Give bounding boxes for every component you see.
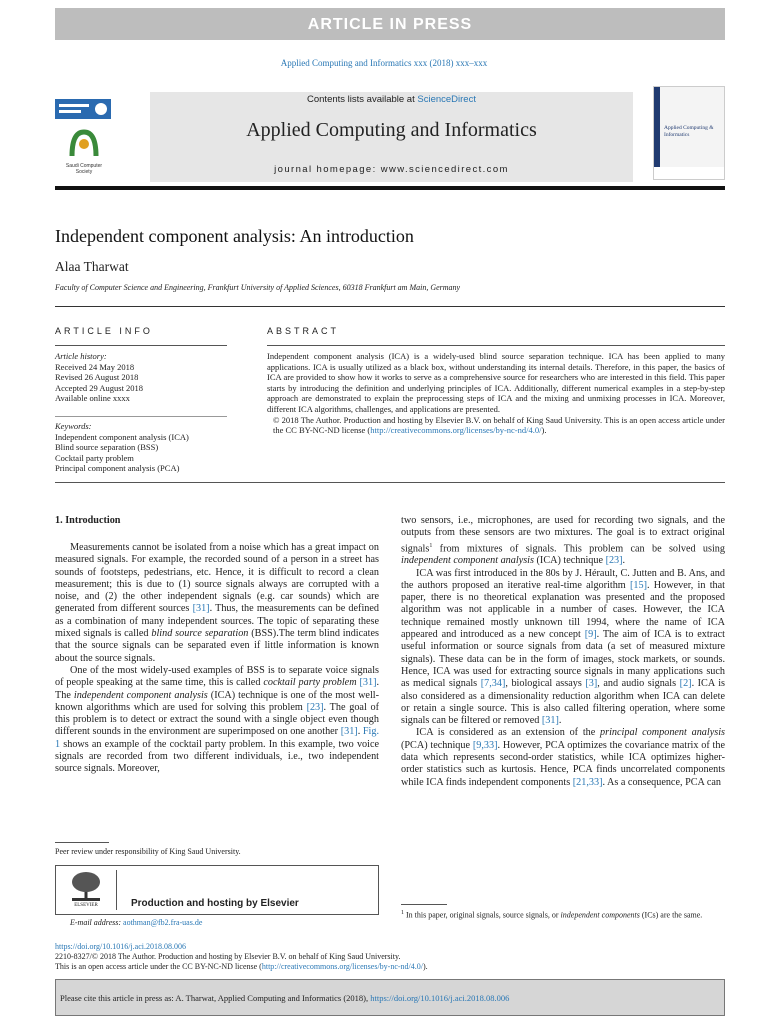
abstract-text: Independent component analysis (ICA) is a widely-used blind source separation technique. ICA has been applied to many applications. ICA is usually utilized as a black box, without understanding its internal details. Therefore, in this paper, the basics of ICA are provided to show how it works to serve as a comprehensive source for researchers who are interested in this field. This paper starts by introducing the definition and underlying principles of ICA. Additionally, different numerical examples in a step-by-step approach are demonstrated to explain the preprocessing steps of ICA and the mixing and unmixing processes in ICA. Moreover, different ICA algorithms, challenges, and applications are presented. © 2018 The Author. Production and hosting by Elsevier B.V. on behalf of King Saud University. This is an open access article under the CC BY-NC-ND license (http://creativecommons.org/licenses/by-nc-nd/4.0/). <box>267 351 725 436</box>
abstract-heading: ABSTRACT <box>267 326 340 336</box>
peer-review-note: Peer review under responsibility of King Saud University. <box>55 847 241 856</box>
history-accepted: Accepted 29 August 2018 <box>55 382 144 393</box>
email-line: E-mail address: aothman@fb2.fra-uas.de <box>70 918 203 927</box>
cover-title: Applied Computing & Informatics <box>664 125 714 138</box>
keywords-block <box>55 421 265 474</box>
sciencedirect-link[interactable]: ScienceDirect <box>417 94 476 105</box>
journal-title: Applied Computing and Informatics <box>246 119 537 141</box>
footnote-1: $^1$ In this paper, original signals, source signals, or independent components (ICs) are the same. <box>401 910 703 920</box>
footnote-marker[interactable]: 1 <box>429 542 433 549</box>
citation-link[interactable]: [31] <box>192 603 210 615</box>
abstract-copyright: © 2018 The Author. Production and hosting by Elsevier B.V. on behalf of King Saud University. This is an open access article under the CC BY-NC-ND license (http://creativecommons.org/licenses/by-nc-nd/4.0/). <box>273 414 725 436</box>
author-affiliation: Faculty of Computer Science and Engineering, Frankfurt University of Applied Sciences, 60318 Frankfurt am Main, Germany <box>55 283 461 292</box>
article-title: Independent component analysis: An introduction <box>55 226 414 246</box>
license-link[interactable]: http://creativecommons.org/licenses/by-nc-nd/4.0/ <box>261 962 423 971</box>
open-access-line: This is an open access article under the CC BY-NC-ND license (http://creativecommons.org/licenses/by-nc-nd/4.0/). <box>55 962 428 971</box>
history-received: Received 24 May 2018 <box>55 361 135 372</box>
history-revised: Revised 26 August 2018 <box>55 372 139 383</box>
article-info-rule <box>55 345 227 346</box>
keywords-rule <box>55 416 227 417</box>
production-label: Production and hosting by Elsevier <box>131 898 299 909</box>
title-divider <box>55 306 725 307</box>
citation-link[interactable]: [23] <box>306 701 324 713</box>
license-link[interactable]: http://creativecommons.org/licenses/by-nc-nd/4.0/ <box>370 425 542 436</box>
keyword-item: Blind source separation (BSS) <box>55 442 159 453</box>
citation-link[interactable]: [15] <box>630 579 647 591</box>
intro-paragraph-4: ICA is considered as an extension of the principal component analysis (PCA) technique [9,33]. However, PCA optimizes the covariance matrix of the data which represents second-order statistics, while ICA optimizes higher-order statistics such as kurtosis. Hence, PCA finds uncorrelated components while ICA finds independent components [21,33]. As a consequence, PCA can <box>401 727 726 788</box>
society-logo-icon <box>58 128 110 175</box>
contents-line: Contents lists available at ScienceDirect <box>307 94 476 105</box>
author-name[interactable]: Alaa Tharwat <box>55 259 129 274</box>
citation-link[interactable]: [7,34] <box>480 678 506 690</box>
keyword-item: Principal component analysis (PCA) <box>55 463 180 474</box>
abstract-rule <box>267 345 725 346</box>
citation-link[interactable]: [9] <box>584 629 597 641</box>
keyword-item: Cocktail party problem <box>55 452 134 463</box>
author-email-link[interactable]: aothman@fb2.fra-uas.de <box>123 918 203 927</box>
left-column-text <box>55 542 379 776</box>
cite-doi-link[interactable]: https://doi.org/10.1016/j.aci.2018.08.006 <box>370 993 510 1003</box>
citation-link[interactable]: [31] <box>359 677 377 689</box>
citation-link[interactable]: [3] <box>585 678 598 690</box>
footnote-rule-right <box>401 904 447 905</box>
intro-paragraph-2: One of the most widely-used examples of BSS is to separate voice signals of people speaking at the same time, this is called cocktail party problem [31]. The independent component analysis (ICA) technique is one of the most well-known algorithms which are used for solving this problem [23]. The goal of this problem is to detect or extract the sound with a single object even though different sounds in the environment are superimposed on one another [31]. Fig. 1 shows an example of the cocktail party problem. In this example, two voice signals are recorded from two different individuals, i.e., two independent source signals. Moreover, <box>55 664 380 775</box>
society-name: Saudi Computer Society <box>65 163 103 175</box>
university-logo-icon <box>55 99 111 119</box>
citation-link[interactable]: [31] <box>340 726 358 738</box>
citation-link[interactable]: [21,33] <box>572 776 603 788</box>
header-rule <box>55 186 725 190</box>
citation-link[interactable]: [9,33] <box>472 739 498 751</box>
citation-link[interactable]: [31] <box>541 715 559 727</box>
elsevier-divider <box>116 870 117 910</box>
history-label: Article history: <box>55 351 107 361</box>
abstract-bottom-rule <box>55 482 725 483</box>
doi-link[interactable]: https://doi.org/10.1016/j.aci.2018.08.006 <box>55 942 186 951</box>
doi-block <box>55 942 725 972</box>
article-in-press-banner: ARTICLE IN PRESS <box>55 8 725 40</box>
article-info-heading: ARTICLE INFO <box>55 326 153 336</box>
issn-line: 2210-8327/© 2018 The Author. Production and hosting by Elsevier B.V. on behalf of King Saud University. <box>55 952 401 961</box>
cite-this-article-bar: Please cite this article in press as: A. Tharwat, Applied Computing and Informatics (2018), https://doi.org/10.1016/j.aci.2018.08.006 <box>55 979 725 1016</box>
journal-homepage[interactable]: journal homepage: www.sciencedirect.com <box>274 164 509 175</box>
intro-paragraph-1: Measurements cannot be isolated from a noise which has a great impact on measured signals. For example, the recorded sound of a person in a street has sounds of footsteps, pedestrians, etc. Hence, it is difficult to record a clean measurement; this is due to (1) source signals always are corrupted with a noise, and (2) the other independent signals (e.g. car sounds) which are generated from different sources [31]. Thus, the measurements can be defined as a combination of many independent sources. The topic of separating these mixed signals is called blind source separation (BSS).The term blind indicates that the source signals can be separated even if little information is known about the source signals. <box>55 542 379 664</box>
history-online: Available online xxxx <box>55 393 130 404</box>
article-history <box>55 351 255 404</box>
journal-citation-line[interactable]: Applied Computing and Informatics xxx (2018) xxx–xxx <box>280 58 488 68</box>
intro-paragraph-continued: two sensors, i.e., microphones, are used for recording two signals, and the outputs from these sensors are two mixtures. The goal is to extract original signals$^1$ from mixtures of signals. This problem can be solved using independent component analysis (ICA) technique [23]. <box>401 515 725 567</box>
figure-link[interactable]: Fig. 1 <box>55 726 380 750</box>
journal-cover-image <box>653 86 725 180</box>
right-column-text <box>401 515 725 789</box>
intro-paragraph-3: ICA was first introduced in the 80s by J. Hérault, C. Jutten and B. Ans, and the authors proposed an iterative real-time algorithm [15]. However, in that paper, there is no theoretical explanation was presented and the proposed algorithm was not applicable in a number of cases. However, the ICA technique remained mostly unknown till 1994, where the name of ICA appeared and introduced as a new concept [9]. The aim of ICA is to extract useful information or source signals from data (a set of measured mixture signals). These data can be in the form of images, stock markets, or sounds. Hence, ICA was used for extracting source signals in many applications such as medical signals [7,34], biological assays [3], and audio signals [2]. ICA is also considered as a dimensionality reduction algorithm when ICA can delete or retain a single source. This is also called filtering operation, where some signals can be filtered or removed [31]. <box>401 567 726 727</box>
citation-link[interactable]: [23] <box>605 555 623 567</box>
elsevier-label: ELSEVIER <box>74 903 98 908</box>
elsevier-box <box>55 865 379 915</box>
elsevier-tree-icon <box>68 870 104 906</box>
keywords-label: Keywords: <box>55 421 92 431</box>
section-heading-introduction: 1. Introduction <box>55 515 121 526</box>
keyword-item: Independent component analysis (ICA) <box>55 431 189 442</box>
footnote-rule-left <box>55 842 109 843</box>
citation-link[interactable]: [2] <box>679 678 692 690</box>
